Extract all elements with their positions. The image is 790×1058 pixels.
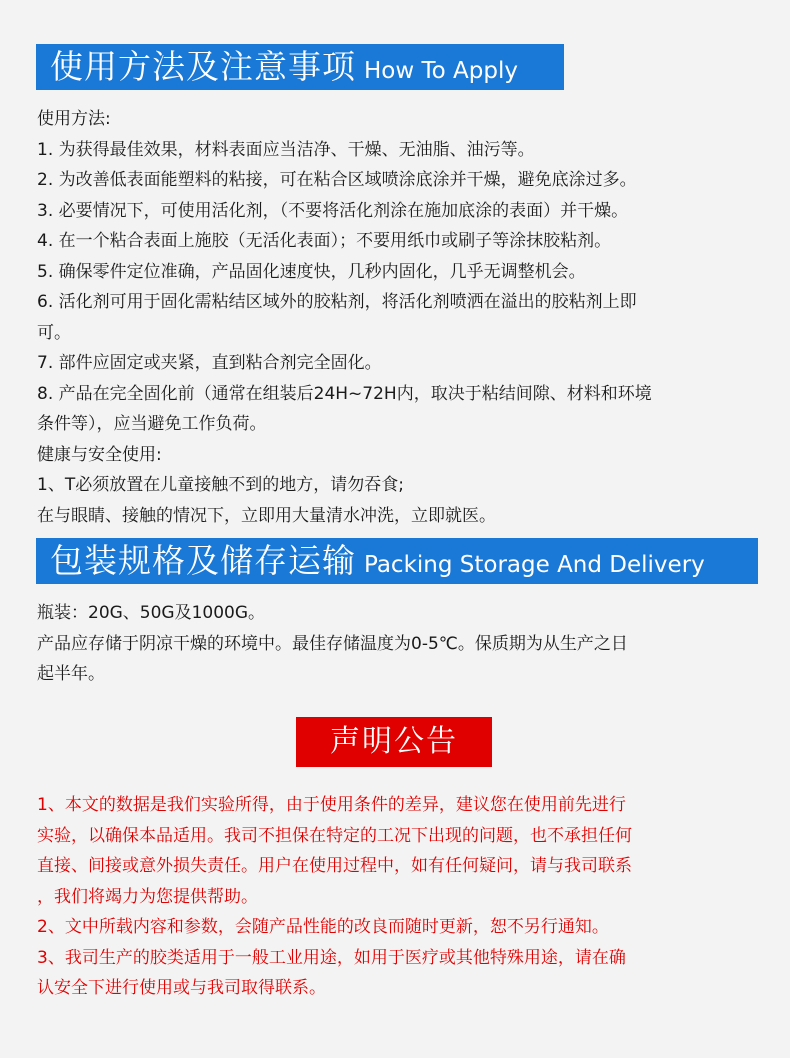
apply-section-header [36, 44, 564, 90]
apply-line: 健康与安全使用: [37, 444, 162, 465]
notice-line: 1、本文的数据是我们实验所得，由于使用条件的差异，建议您在使用前先进行 [37, 795, 626, 815]
packing-line: 瓶装：20G、50G及1000G。 [37, 603, 266, 623]
apply-line: 1. 为获得最佳效果，材料表面应当洁净、干燥、无油脂、油污等。 [37, 139, 535, 160]
notice-line: 认安全下进行使用或与我司取得联系。 [37, 978, 326, 998]
apply-title-en: How To Apply [364, 58, 518, 84]
packing-title-en: Packing Storage And Delivery [364, 552, 705, 578]
notice-text [37, 790, 767, 1004]
packing-line: 起半年。 [37, 664, 105, 684]
apply-line: 5. 确保零件定位准确，产品固化速度快，几秒内固化，几乎无调整机会。 [37, 261, 586, 282]
apply-line: 1、T必须放置在儿童接触不到的地方，请勿吞食; [37, 475, 404, 495]
notice-title: 声明公告 [296, 717, 492, 767]
notice-line: 实验，以确保本品适用。我司不担保在特定的工况下出现的问题，也不承担任何 [37, 825, 632, 846]
apply-instructions [37, 104, 767, 531]
apply-line: 可。 [37, 322, 71, 343]
notice-line: 2、文中所载内容和参数，会随产品性能的改良而随时更新，恕不另行通知。 [37, 917, 609, 937]
apply-line: 7. 部件应固定或夹紧，直到粘合剂完全固化。 [37, 353, 382, 373]
notice-line: 直接、间接或意外损失责任。用户在使用过程中，如有任何疑问，请与我司联系 [37, 856, 632, 876]
apply-title-cn: 使用方法及注意事项 [50, 47, 356, 86]
packing-line: 产品应存储于阴凉干燥的环境中。最佳存储温度为0-5℃。保质期为从生产之日 [37, 633, 628, 654]
notice-line: 3、我司生产的胶类适用于一般工业用途，如用于医疗或其他特殊用途，请在确 [37, 947, 626, 968]
apply-line: 使用方法: [37, 109, 111, 129]
apply-line: 8. 产品在完全固化前（通常在组装后24H~72H内，取决于粘结间隙、材料和环境 [37, 383, 652, 404]
apply-line: 6. 活化剂可用于固化需粘结区域外的胶粘剂，将活化剂喷洒在溢出的胶粘剂上即 [37, 292, 637, 312]
apply-line: 2. 为改善低表面能塑料的粘接，可在粘合区域喷涂底涂并干燥，避免底涂过多。 [37, 170, 637, 190]
apply-line: 4. 在一个粘合表面上施胶（无活化表面）；不要用纸巾或刷子等涂抹胶粘剂。 [37, 231, 612, 251]
apply-line: 3. 必要情况下，可使用活化剂，（不要将活化剂涂在施加底涂的表面）并干燥。 [37, 200, 629, 221]
packing-title-cn: 包装规格及储存运输 [50, 541, 356, 580]
notice-line: ，我们将竭力为您提供帮助。 [37, 886, 258, 907]
apply-line: 条件等），应当避免工作负荷。 [37, 414, 267, 434]
packing-info [37, 598, 767, 690]
apply-line: 在与眼睛、接触的情况下，立即用大量清水冲洗，立即就医。 [37, 505, 496, 526]
packing-section-header [36, 538, 758, 584]
